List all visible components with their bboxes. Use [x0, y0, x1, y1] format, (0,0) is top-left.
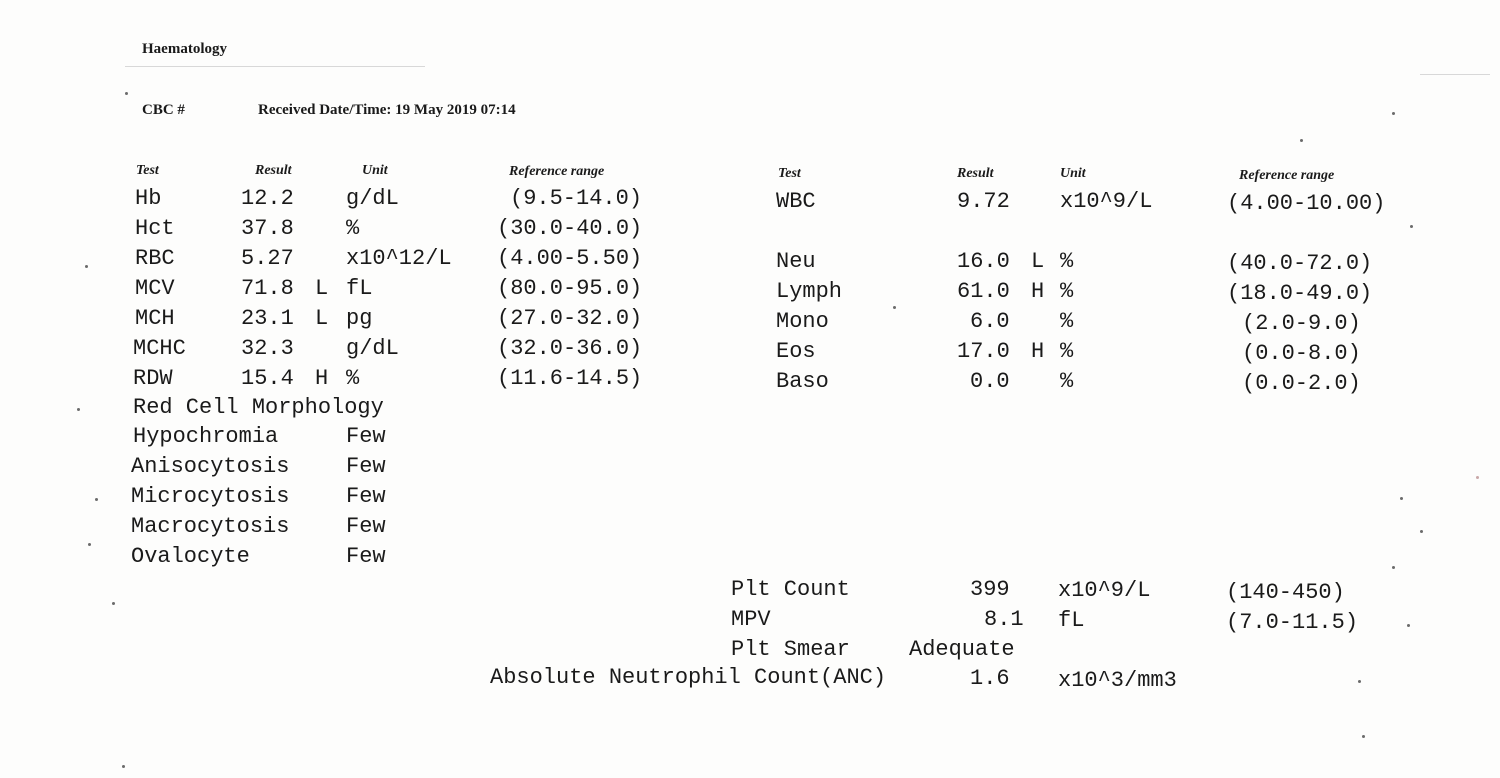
- test-name: Hb: [135, 186, 162, 211]
- reference-range: (2.0-9.0): [1242, 311, 1361, 336]
- flag: L: [1031, 249, 1045, 274]
- cbc-number-label: CBC #: [142, 102, 185, 118]
- flag: L: [315, 276, 329, 301]
- scan-speck: [1392, 112, 1395, 115]
- result-value: 9.72: [957, 189, 1010, 214]
- test-name: Hct: [135, 216, 175, 241]
- morphology-value: Few: [346, 544, 386, 569]
- unit: %: [1060, 369, 1074, 394]
- anc-label: Absolute Neutrophil Count(ANC): [490, 665, 887, 690]
- result-value: 0.0: [970, 369, 1010, 394]
- morphology-item: Macrocytosis: [131, 514, 290, 539]
- reference-range: (40.0-72.0): [1227, 251, 1373, 276]
- scan-speck: [125, 92, 128, 95]
- scan-speck: [893, 306, 896, 309]
- reference-range: (32.0-36.0): [497, 336, 643, 361]
- morphology-value: Few: [346, 514, 386, 539]
- reference-range: (30.0-40.0): [497, 216, 643, 241]
- test-name: Plt Count: [731, 577, 850, 602]
- anc-unit: x10^3/mm3: [1058, 668, 1177, 693]
- unit: %: [1060, 339, 1074, 364]
- report-title: Haematology: [142, 41, 227, 57]
- left-test-header: Test: [136, 163, 159, 178]
- right-result-header: Result: [957, 166, 994, 181]
- scan-speck: [1358, 680, 1361, 683]
- test-name: Mono: [776, 309, 829, 334]
- flag: L: [315, 306, 329, 331]
- result-value: 32.3: [241, 336, 294, 361]
- scan-speck: [1400, 497, 1403, 500]
- morphology-item: Ovalocyte: [131, 544, 250, 569]
- reference-range: (18.0-49.0): [1227, 281, 1373, 306]
- result-value: 37.8: [241, 216, 294, 241]
- reference-range: (0.0-2.0): [1242, 371, 1361, 396]
- test-name: MCV: [135, 276, 175, 301]
- reference-range: (4.00-5.50): [497, 246, 643, 271]
- test-name: RBC: [135, 246, 175, 271]
- reference-range: (9.5-14.0): [510, 186, 643, 211]
- morphology-value: Few: [346, 424, 386, 449]
- scan-speck: [85, 265, 88, 268]
- flag: H: [1031, 339, 1045, 364]
- right-test-header: Test: [778, 166, 801, 181]
- flag: H: [1031, 279, 1045, 304]
- morphology-value: Few: [346, 454, 386, 479]
- unit: fL: [346, 276, 373, 301]
- test-name: RDW: [133, 366, 173, 391]
- result-value: 5.27: [241, 246, 294, 271]
- result-value: 17.0: [957, 339, 1010, 364]
- reference-range: (80.0-95.0): [497, 276, 643, 301]
- result-value: 399: [970, 577, 1010, 602]
- reference-range: (11.6-14.5): [497, 366, 643, 391]
- unit: %: [1060, 279, 1074, 304]
- scan-speck: [95, 498, 98, 501]
- reference-range: (4.00-10.00): [1227, 191, 1386, 216]
- scan-speck: [88, 543, 91, 546]
- test-name: Eos: [776, 339, 816, 364]
- scan-speck: [1362, 735, 1365, 738]
- flag: H: [315, 366, 329, 391]
- unit: %: [1060, 249, 1074, 274]
- result-value: 15.4: [241, 366, 294, 391]
- unit: pg: [346, 306, 373, 331]
- test-name: Baso: [776, 369, 829, 394]
- platelet-smear-value: Adequate: [909, 637, 1015, 662]
- unit: %: [346, 216, 360, 241]
- unit: %: [346, 366, 360, 391]
- test-name: MCH: [135, 306, 175, 331]
- test-name: MCHC: [133, 336, 186, 361]
- result-value: 61.0: [957, 279, 1010, 304]
- result-value: 23.1: [241, 306, 294, 331]
- scan-streak: [125, 66, 425, 67]
- scan-speck: [1300, 139, 1303, 142]
- test-name: MPV: [731, 607, 771, 632]
- morphology-item: Microcytosis: [131, 484, 290, 509]
- reference-range: (0.0-8.0): [1242, 341, 1361, 366]
- result-value: 12.2: [241, 186, 294, 211]
- reference-range: (7.0-11.5): [1226, 610, 1359, 635]
- unit: x10^9/L: [1058, 578, 1151, 603]
- right-reference-range-header: Reference range: [1239, 168, 1335, 183]
- scan-speck: [1392, 566, 1395, 569]
- test-name: Lymph: [776, 279, 843, 304]
- unit: g/dL: [346, 336, 399, 361]
- scan-speck: [1410, 225, 1413, 228]
- morphology-value: Few: [346, 484, 386, 509]
- left-unit-header: Unit: [362, 163, 388, 178]
- scan-speck: [1420, 530, 1423, 533]
- scan-streak: [1420, 74, 1490, 75]
- anc-result: 1.6: [970, 666, 1010, 691]
- morphology-item: Hypochromia: [133, 424, 279, 449]
- test-name: WBC: [776, 189, 816, 214]
- morphology-heading: Red Cell Morphology: [133, 395, 384, 420]
- morphology-item: Anisocytosis: [131, 454, 290, 479]
- result-value: 8.1: [984, 607, 1024, 632]
- reference-range: (140-450): [1226, 580, 1345, 605]
- result-value: 6.0: [970, 309, 1010, 334]
- result-value: 16.0: [957, 249, 1010, 274]
- right-unit-header: Unit: [1060, 166, 1086, 181]
- result-value: 71.8: [241, 276, 294, 301]
- unit: x10^12/L: [346, 246, 452, 271]
- reference-range: (27.0-32.0): [497, 306, 643, 331]
- unit: x10^9/L: [1060, 189, 1153, 214]
- platelet-smear-label: Plt Smear: [731, 637, 850, 662]
- received-date-time: Received Date/Time: 19 May 2019 07:14: [258, 102, 516, 118]
- left-reference-range-header: Reference range: [509, 164, 605, 179]
- scan-speck: [1407, 624, 1410, 627]
- scan-speck: [122, 765, 125, 768]
- scan-speck: [77, 408, 80, 411]
- unit: fL: [1058, 608, 1085, 633]
- scan-speck: [112, 602, 115, 605]
- unit: g/dL: [346, 186, 399, 211]
- scan-speck: [1476, 476, 1479, 479]
- unit: %: [1060, 309, 1074, 334]
- test-name: Neu: [776, 249, 816, 274]
- left-result-header: Result: [255, 163, 292, 178]
